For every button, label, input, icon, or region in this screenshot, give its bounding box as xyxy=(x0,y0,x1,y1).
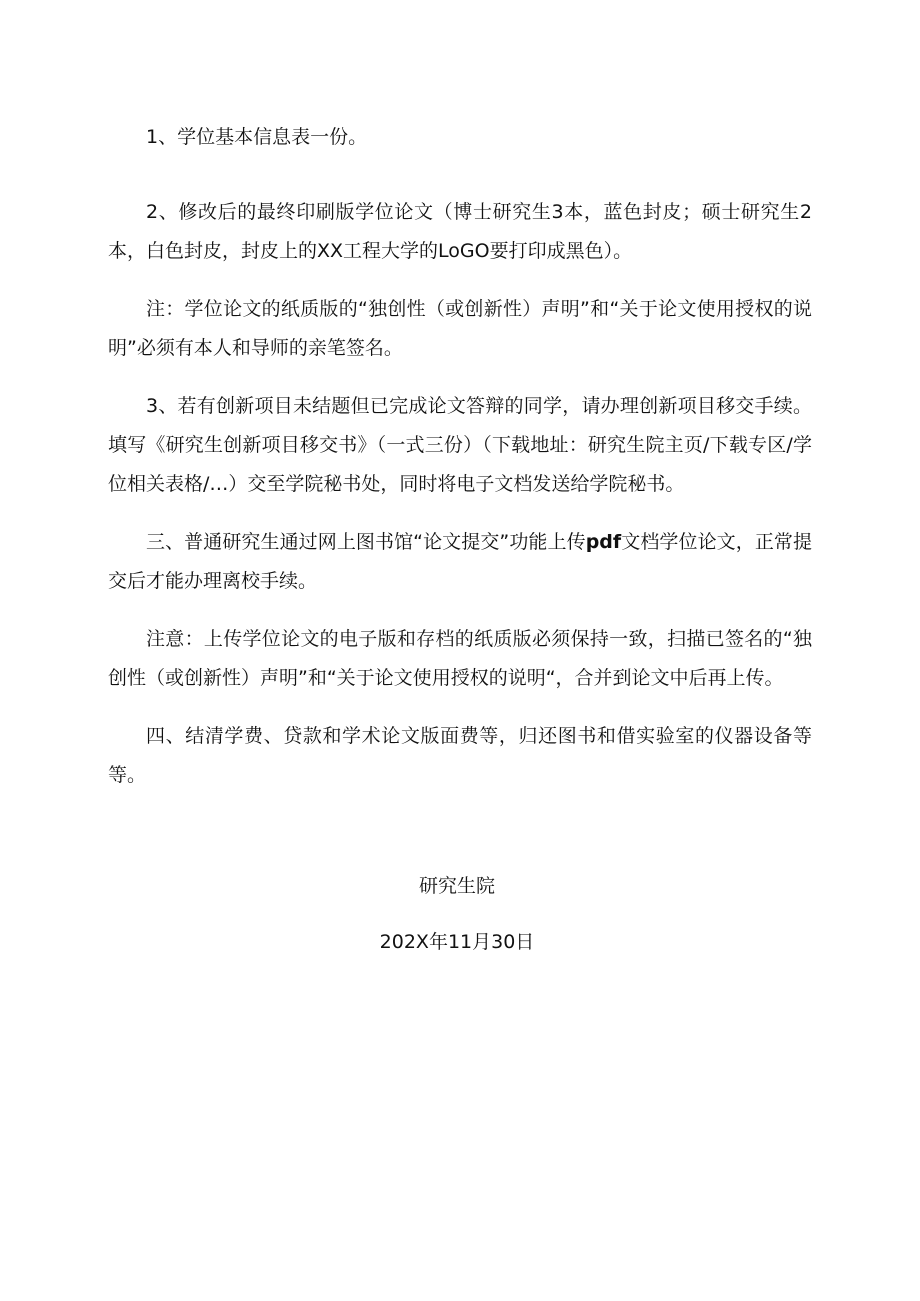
paragraph-note-signature: 注：学位论文的纸质版的“独创性（或创新性）声明”和“关于论文使用授权的说明”必须有本人和导师的亲笔签名。 xyxy=(108,298,812,359)
paragraph-section-3 xyxy=(108,523,812,601)
paragraph-item-1: 1、学位基本信息表一份。 xyxy=(146,126,368,148)
paragraph-section-4: 四、结清学费、贷款和学术论文版面费等，归还图书和借实验室的仪器设备等等。 xyxy=(108,725,812,786)
paragraph-item-3: 3、若有创新项目未结题但已完成论文答辩的同学，请办理创新项目移交手续。填写《研究生创新项目移交书》（一式三份）（下载地址：研究生院主页/下载专区/学位相关表格/…）交至学院秘书处，同时将电子文档发送给学院秘书。 xyxy=(108,395,812,495)
section-3-text-end: 文档学位论文，正常提交后才能办理离校手续。 xyxy=(108,531,812,592)
pdf-keyword: pdf xyxy=(585,531,622,553)
paragraph-item-2: 2、修改后的最终印刷版学位论文（博士研究生3本，蓝色封皮；硕士研究生2本，白色封皮，封皮上的XX工程大学的LoGO要打印成黑色）。 xyxy=(108,201,812,262)
section-3-text-start: 三、普通研究生通过网上图书馆“论文提交”功能上传 xyxy=(146,531,586,553)
signature-organization: 研究生院 xyxy=(418,875,495,897)
paragraph-note-upload: 注意：上传学位论文的电子版和存档的纸质版必须保持一致，扫描已签名的“独创性（或创新性）声明”和“关于论文使用授权的说明“，合并到论文中后再上传。 xyxy=(108,628,812,689)
signature-date: 202X年11月30日 xyxy=(379,931,535,953)
